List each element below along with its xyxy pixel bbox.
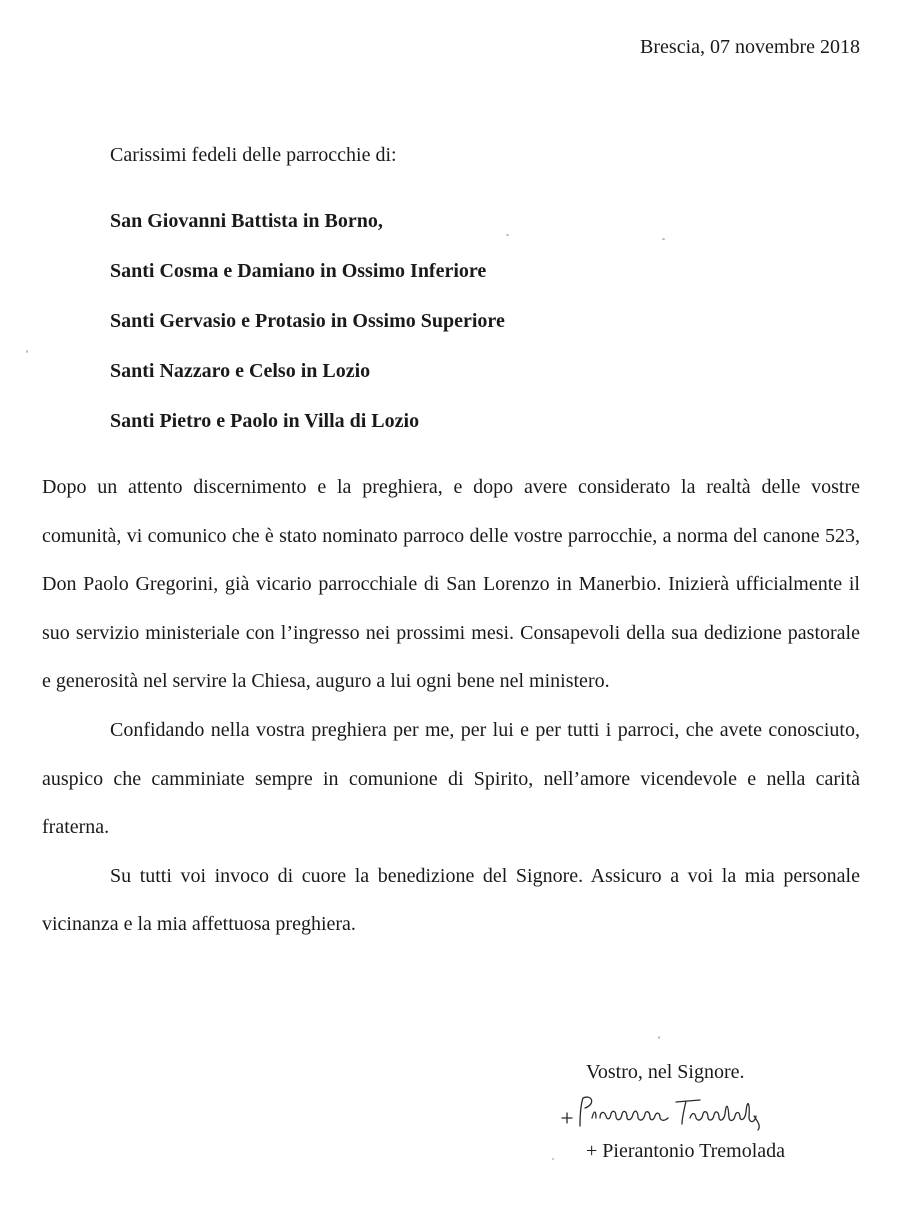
paragraph-prayer: Confidando nella vostra preghiera per me, per lui e per tutti i parroci, che avete conosciuto, auspico che camminiate sempre in comunione di Spirito, nell’amore vicendevole e nella carità fraterna. [42, 718, 860, 839]
scan-speck [506, 234, 509, 236]
scan-speck [552, 1158, 554, 1160]
scan-speck [658, 1036, 660, 1039]
signer-name: + Pierantonio Tremolada [586, 1140, 786, 1162]
paragraph-blessing: Su tutti voi invoco di cuore la benedizione del Signore. Assicuro a voi la mia personale vicinanza e la mia affettuosa preghiera. [42, 864, 860, 936]
parish-item: San Giovanni Battista in Borno, [110, 210, 383, 232]
scan-speck [26, 350, 28, 353]
closing-line: Vostro, nel Signore. [586, 1061, 745, 1083]
paragraph-announcement: Dopo un attento discernimento e la preghiera, e dopo avere considerato la realtà delle vostre comunità, vi comunico che è stato nominato parroco delle vostre parrocchie, a norma del canone 523, Don Paolo Gregorini, già vicario parrocchiale di San Lorenzo in Manerbio. Inizierà ufficialmente il suo servizio ministeriale con l’ingresso nei prossimi mesi. Consapevoli della sua dedizione pastorale e generosità nel servire la Chiesa, auguro a lui ogni bene nel ministero. [42, 476, 860, 693]
parish-list [110, 196, 505, 446]
parish-item: Santi Pietro e Paolo in Villa di Lozio [110, 410, 420, 432]
parish-item: Santi Nazzaro e Celso in Lozio [110, 360, 371, 382]
letter-body [42, 463, 860, 949]
letter-date: Brescia, 07 novembre 2018 [640, 36, 860, 58]
salutation: Carissimi fedeli delle parrocchie di: [110, 144, 397, 166]
scan-speck [662, 238, 665, 240]
handwritten-signature [558, 1092, 798, 1132]
parish-item: Santi Cosma e Damiano in Ossimo Inferiore [110, 260, 487, 282]
parish-item: Santi Gervasio e Protasio in Ossimo Superiore [110, 310, 505, 332]
